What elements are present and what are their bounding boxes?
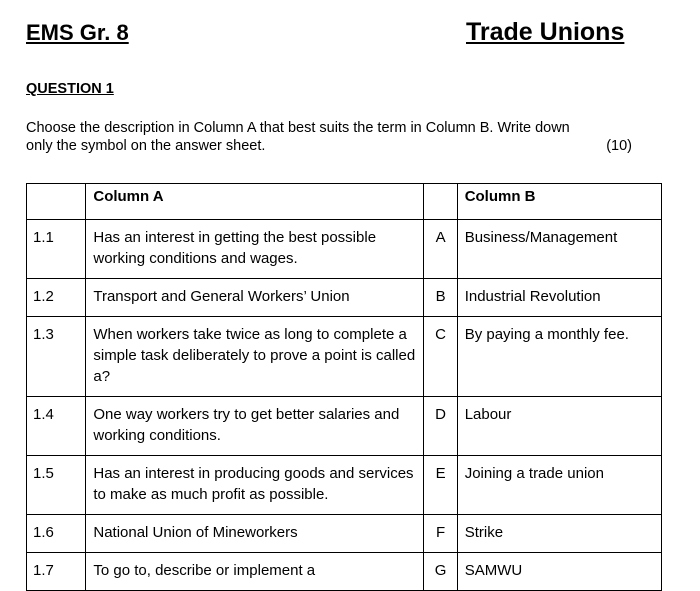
instruction-line-2-row	[26, 137, 646, 155]
row-term: Industrial Revolution	[457, 279, 661, 317]
instruction-line-1: Choose the description in Column A that best suits the term in Column B. Write down	[26, 120, 570, 136]
row-symbol: B	[424, 279, 457, 317]
row-symbol: C	[424, 317, 457, 397]
table-row	[27, 553, 662, 591]
row-description: One way workers try to get better salaries and working conditions.	[86, 397, 424, 456]
row-symbol: G	[424, 553, 457, 591]
row-number: 1.4	[27, 397, 86, 456]
header-column-a: Column A	[86, 184, 424, 220]
row-description: When workers take twice as long to complete a simple task deliberately to prove a point is called a?	[86, 317, 424, 397]
row-term: SAMWU	[457, 553, 661, 591]
header-number	[27, 184, 86, 220]
row-number: 1.5	[27, 456, 86, 515]
row-symbol: D	[424, 397, 457, 456]
subject-title: EMS Gr. 8	[26, 20, 129, 45]
row-number: 1.2	[27, 279, 86, 317]
row-symbol: E	[424, 456, 457, 515]
question-heading: QUESTION 1	[26, 81, 114, 97]
table-row	[27, 515, 662, 553]
row-description: Has an interest in getting the best possible working conditions and wages.	[86, 220, 424, 279]
row-number: 1.7	[27, 553, 86, 591]
row-symbol: F	[424, 515, 457, 553]
row-term: Strike	[457, 515, 661, 553]
row-symbol: A	[424, 220, 457, 279]
row-description: Transport and General Workers’ Union	[86, 279, 424, 317]
row-number: 1.1	[27, 220, 86, 279]
table-row	[27, 456, 662, 515]
table-row	[27, 397, 662, 456]
row-term: Joining a trade union	[457, 456, 661, 515]
row-description: Has an interest in producing goods and services to make as much profit as possible.	[86, 456, 424, 515]
table-header-row	[27, 184, 662, 220]
row-number: 1.6	[27, 515, 86, 553]
instruction-line-2: only the symbol on the answer sheet.	[26, 138, 266, 154]
question-marks: (10)	[606, 138, 632, 154]
header-column-b: Column B	[457, 184, 661, 220]
header-symbol	[424, 184, 457, 220]
row-description: National Union of Mineworkers	[86, 515, 424, 553]
row-term: Business/Management	[457, 220, 661, 279]
table-row	[27, 317, 662, 397]
row-term: By paying a monthly fee.	[457, 317, 661, 397]
row-description: To go to, describe or implement a	[86, 553, 424, 591]
matching-table	[26, 183, 662, 591]
table-row	[27, 279, 662, 317]
topic-title: Trade Unions	[466, 18, 625, 46]
row-term: Labour	[457, 397, 661, 456]
row-number: 1.3	[27, 317, 86, 397]
question-instruction	[26, 119, 646, 155]
table-row	[27, 220, 662, 279]
